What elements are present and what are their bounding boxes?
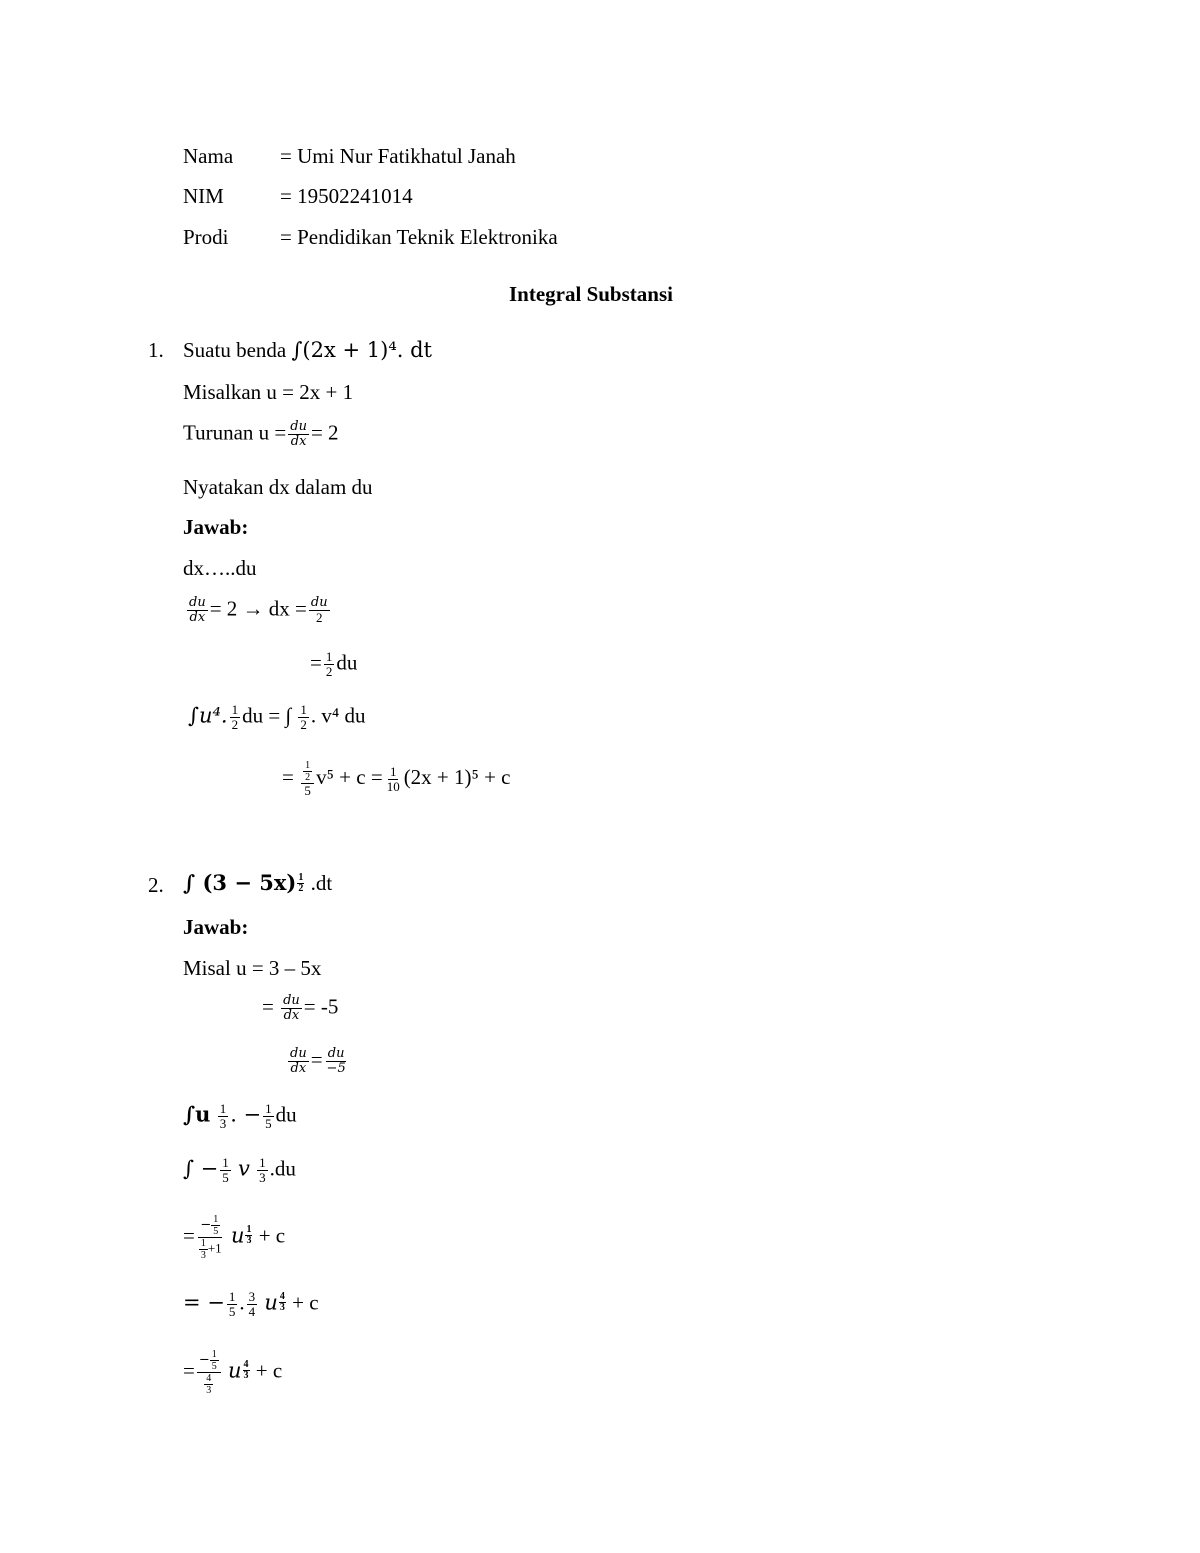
problem1-misalkan: Misalkan u = 2x + 1 xyxy=(183,380,354,404)
line5-prefix: ∫ − xyxy=(183,1156,219,1181)
turunan-suffix: = 2 xyxy=(310,420,339,445)
line7-fraction-a: $\frac{1}{5}$ xyxy=(228,1289,236,1319)
step2-fraction xyxy=(324,650,335,679)
step3-fraction-a xyxy=(230,703,241,732)
step2-den: 2 xyxy=(325,664,333,679)
step4-compound-top xyxy=(301,760,314,784)
line2-suffix: = -5 xyxy=(303,994,339,1019)
problem2-line7: = − $\frac{1}{5}$ . $\frac{3}{4}$ u $\frac{4}{3}$ + c xyxy=(183,1289,319,1319)
step1-num: du xyxy=(189,595,206,610)
line4-fraction-a: $\frac{1}{3}$ xyxy=(219,1101,227,1131)
step2-num: 1 xyxy=(325,649,333,664)
line7-fraction-b: $\frac{3}{4}$ xyxy=(248,1289,256,1319)
line4-fraction-b: $\frac{1}{5}$ xyxy=(265,1101,272,1131)
step3-left: ∫u⁴. xyxy=(188,703,228,728)
problem1-step4 xyxy=(282,760,511,798)
problem1-turunan xyxy=(183,420,339,449)
problem2-jawab: Jawab: xyxy=(183,915,249,939)
line3-num: du xyxy=(290,1046,307,1061)
line7-prefix: = − xyxy=(183,1290,225,1315)
header-label-nama: Nama xyxy=(183,144,234,168)
problem2-exp-num: 1 xyxy=(298,872,304,883)
turunan-den: dx xyxy=(290,434,307,449)
problem2-exponent xyxy=(297,873,304,894)
line2-num: du xyxy=(283,993,300,1008)
step4-right: (2x + 1)⁵ + c xyxy=(403,764,511,789)
step2-suffix: du xyxy=(336,650,358,675)
line3-eq: = xyxy=(310,1047,323,1072)
line8-suffix: + c xyxy=(255,1358,283,1383)
problem2-integral-line xyxy=(183,872,332,894)
step3-right: . v⁴ du xyxy=(310,703,366,728)
header-label-prodi: Prodi xyxy=(183,225,229,249)
step4-frac2-den: 10 xyxy=(386,778,400,794)
step1-fraction xyxy=(187,596,208,625)
problem2-line2 xyxy=(262,994,338,1023)
step3-fraction-b xyxy=(298,703,309,732)
line6-exp: $\frac{1}{3}$ xyxy=(246,1224,252,1247)
header-value-nim: = 19502241014 xyxy=(280,184,413,208)
line6-compound-fraction: − $\frac{1}{5}$ $\frac{1}{3}$ +1 xyxy=(200,1214,222,1261)
step3-b-den: 2 xyxy=(300,717,307,732)
step3-a-den: 2 xyxy=(231,717,239,732)
problem1-jawab: Jawab: xyxy=(183,515,249,539)
step1-right-fraction xyxy=(309,596,330,625)
line6-suffix: + c xyxy=(258,1223,286,1248)
step4-inner-num: 1 xyxy=(305,760,311,771)
problem1-nyatakan: Nyatakan dx dalam du xyxy=(183,475,373,499)
step3-b-num: 1 xyxy=(300,702,307,717)
step4-frac2-num: 1 xyxy=(389,763,397,779)
line8-exp: $\frac{4}{3}$ xyxy=(243,1359,249,1382)
header-value-nama: = Umi Nur Fatikhatul Janah xyxy=(280,144,516,168)
problem1-step2 xyxy=(310,650,357,679)
line7-exp: $\frac{4}{3}$ xyxy=(279,1291,285,1314)
turunan-fraction xyxy=(288,420,309,449)
line3-den: dx xyxy=(290,1061,307,1076)
line3-rnum: du xyxy=(327,1046,345,1061)
step1-mid: = 2 → dx = xyxy=(209,596,307,621)
line3-right-fraction xyxy=(325,1047,348,1076)
turunan-num: du xyxy=(290,419,307,434)
line5-fraction-b: $\frac{1}{3}$ xyxy=(259,1155,266,1185)
problem2-line6: = − $\frac{1}{5}$ $\frac{1}{3}$ +1 u $\frac{1}{3}$ + c xyxy=(183,1214,286,1261)
problem1-statement xyxy=(183,340,432,361)
problem1-number: 1. xyxy=(148,338,164,362)
line8-compound-fraction: − $\frac{1}{5}$ $\frac{4}{3}$ xyxy=(197,1349,221,1396)
line5-suffix: .du xyxy=(269,1156,296,1181)
header-value-prodi: = Pendidikan Teknik Elektronika xyxy=(280,225,558,249)
page-title: Integral Substansi xyxy=(509,282,673,306)
problem2-line4: ∫u $\frac{1}{3}$ . − $\frac{1}{5}$ du xyxy=(183,1101,297,1131)
problem1-integral: ∫(2x + 1)⁴. dt xyxy=(291,338,432,362)
step4-fraction-tenth xyxy=(385,765,402,794)
step2-eq: = xyxy=(310,650,322,675)
step4-eq: = xyxy=(282,764,294,789)
step3-mid: du = ∫ xyxy=(242,703,292,728)
problem2-misal: Misal u = 3 – 5x xyxy=(183,956,322,980)
line2-fraction xyxy=(281,994,302,1023)
step1-rden: 2 xyxy=(315,610,323,625)
step4-inner-den: 2 xyxy=(305,772,311,783)
problem2-exp-den: 2 xyxy=(298,883,304,894)
problem2-line8: = − $\frac{1}{5}$ $\frac{4}{3}$ u $\frac{4}{3}$ + c xyxy=(183,1349,283,1396)
line4-prefix: ∫u xyxy=(183,1101,211,1127)
step4-mid: v⁵ + c = xyxy=(316,764,383,789)
line3-rden: −5 xyxy=(326,1061,346,1076)
problem1-dxdu: dx…..du xyxy=(183,556,257,580)
line5-var: v xyxy=(237,1156,250,1181)
step1-den: dx xyxy=(189,610,206,625)
step4-fraction-compound xyxy=(301,760,314,798)
line5-fraction-a: $\frac{1}{5}$ xyxy=(222,1155,229,1185)
problem2-number: 2. xyxy=(148,873,164,897)
line2-eq: = xyxy=(262,994,274,1019)
line3-fraction xyxy=(288,1047,309,1076)
problem2-integral: ∫ (3 − 5x) xyxy=(183,870,297,895)
step1-rnum: du xyxy=(310,595,328,610)
line4-suffix: du xyxy=(275,1102,297,1127)
problem2-integral-suffix: .dt xyxy=(305,871,333,895)
step3-a-num: 1 xyxy=(231,702,239,717)
problem1-step3 xyxy=(188,703,366,732)
line7-suffix: + c xyxy=(292,1290,319,1315)
header-label-nim: NIM xyxy=(183,184,224,208)
step4-den: 5 xyxy=(304,783,311,798)
turunan-prefix: Turunan u = xyxy=(183,420,287,445)
problem2-line5 xyxy=(183,1156,296,1185)
problem1-step1 xyxy=(185,596,332,625)
problem1-statement-prefix: Suatu benda xyxy=(183,338,287,362)
problem2-line3 xyxy=(286,1047,350,1076)
line2-den: dx xyxy=(283,1008,300,1023)
